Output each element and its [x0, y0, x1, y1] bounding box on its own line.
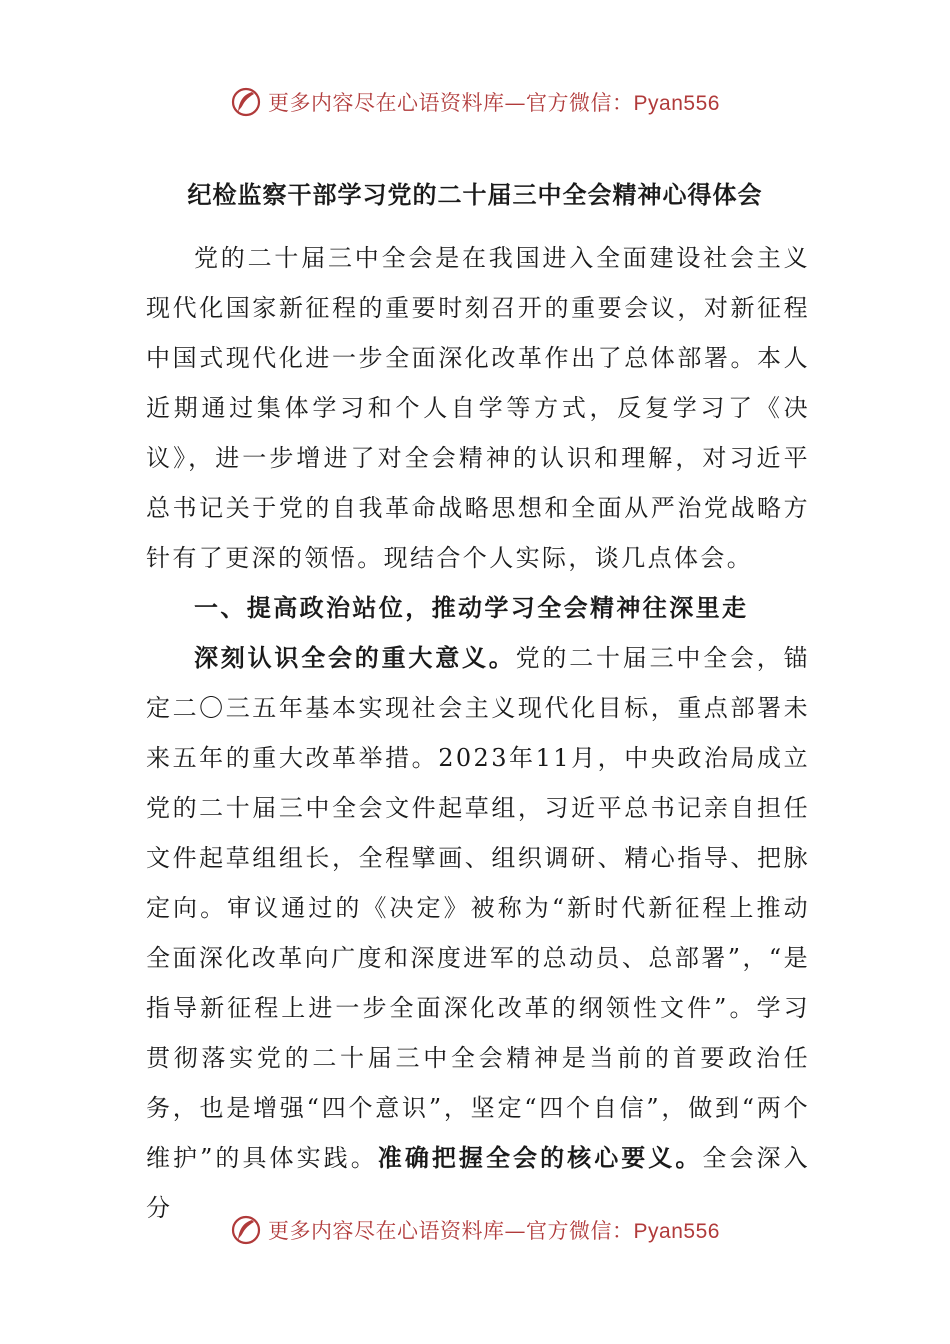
watermark-text: 更多内容尽在心语资料库—官方微信：Pyan556: [268, 91, 720, 115]
feather-pen-logo-icon: [230, 86, 262, 118]
paragraph-significance-body: 党的二十届三中全会，锚定二〇三五年基本实现社会主义现代化目标，重点部署未来五年的重大改革举措。2023年11月，中央政治局成立党的二十届三中全会文件起草组，习近平总书记亲自担任文件起草组组长，全程擘画、组织调研、精心指导、把脉定向。审议通过的《决定》被称为“新时代新征程上推动全面深化改革向广度和深度进军的总动员、总部署”，“是指导新征程上进一步全面深化改革的纲领性文件”。学习贯彻落实党的二十届三中全会精神是当前的首要政治任务，也是增强“四个意识”，坚定“四个自信”，做到“两个维护”的具体实践。: [146, 644, 810, 1172]
document-body: [146, 233, 810, 1233]
feather-pen-logo-icon: [230, 1214, 262, 1246]
header-watermark-banner: [0, 80, 950, 124]
paragraph-core-essence-body: 全会深入分: [146, 1144, 810, 1222]
document-title: 纪检监察干部学习党的二十届三中全会精神心得体会: [187, 180, 763, 209]
watermark-brand: Pyan556: [633, 1220, 720, 1243]
section-heading-1: 一、提高政治站位，推动学习全会精神往深里走: [194, 593, 749, 622]
watermark-text: 更多内容尽在心语资料库—官方微信：Pyan556: [268, 1219, 720, 1243]
paragraph-significance: [146, 633, 810, 1233]
watermark-brand: Pyan556: [633, 92, 720, 115]
paragraph-lead-core-essence: 准确把握全会的核心要义。: [377, 1143, 703, 1172]
footer-watermark-banner: [0, 1208, 950, 1252]
paragraph-lead-significance: 深刻认识全会的重大意义。: [194, 643, 516, 672]
paragraph-intro: 党的二十届三中全会是在我国进入全面建设社会主义现代化国家新征程的重要时刻召开的重要会议，对新征程中国式现代化进一步全面深化改革作出了总体部署。本人近期通过集体学习和个人自学等方式，反复学习了《决议》，进一步增进了对全会精神的认识和理解，对习近平总书记关于党的自我革命战略思想和全面从严治党战略方针有了更深的领悟。现结合个人实际，谈几点体会。: [146, 244, 810, 572]
